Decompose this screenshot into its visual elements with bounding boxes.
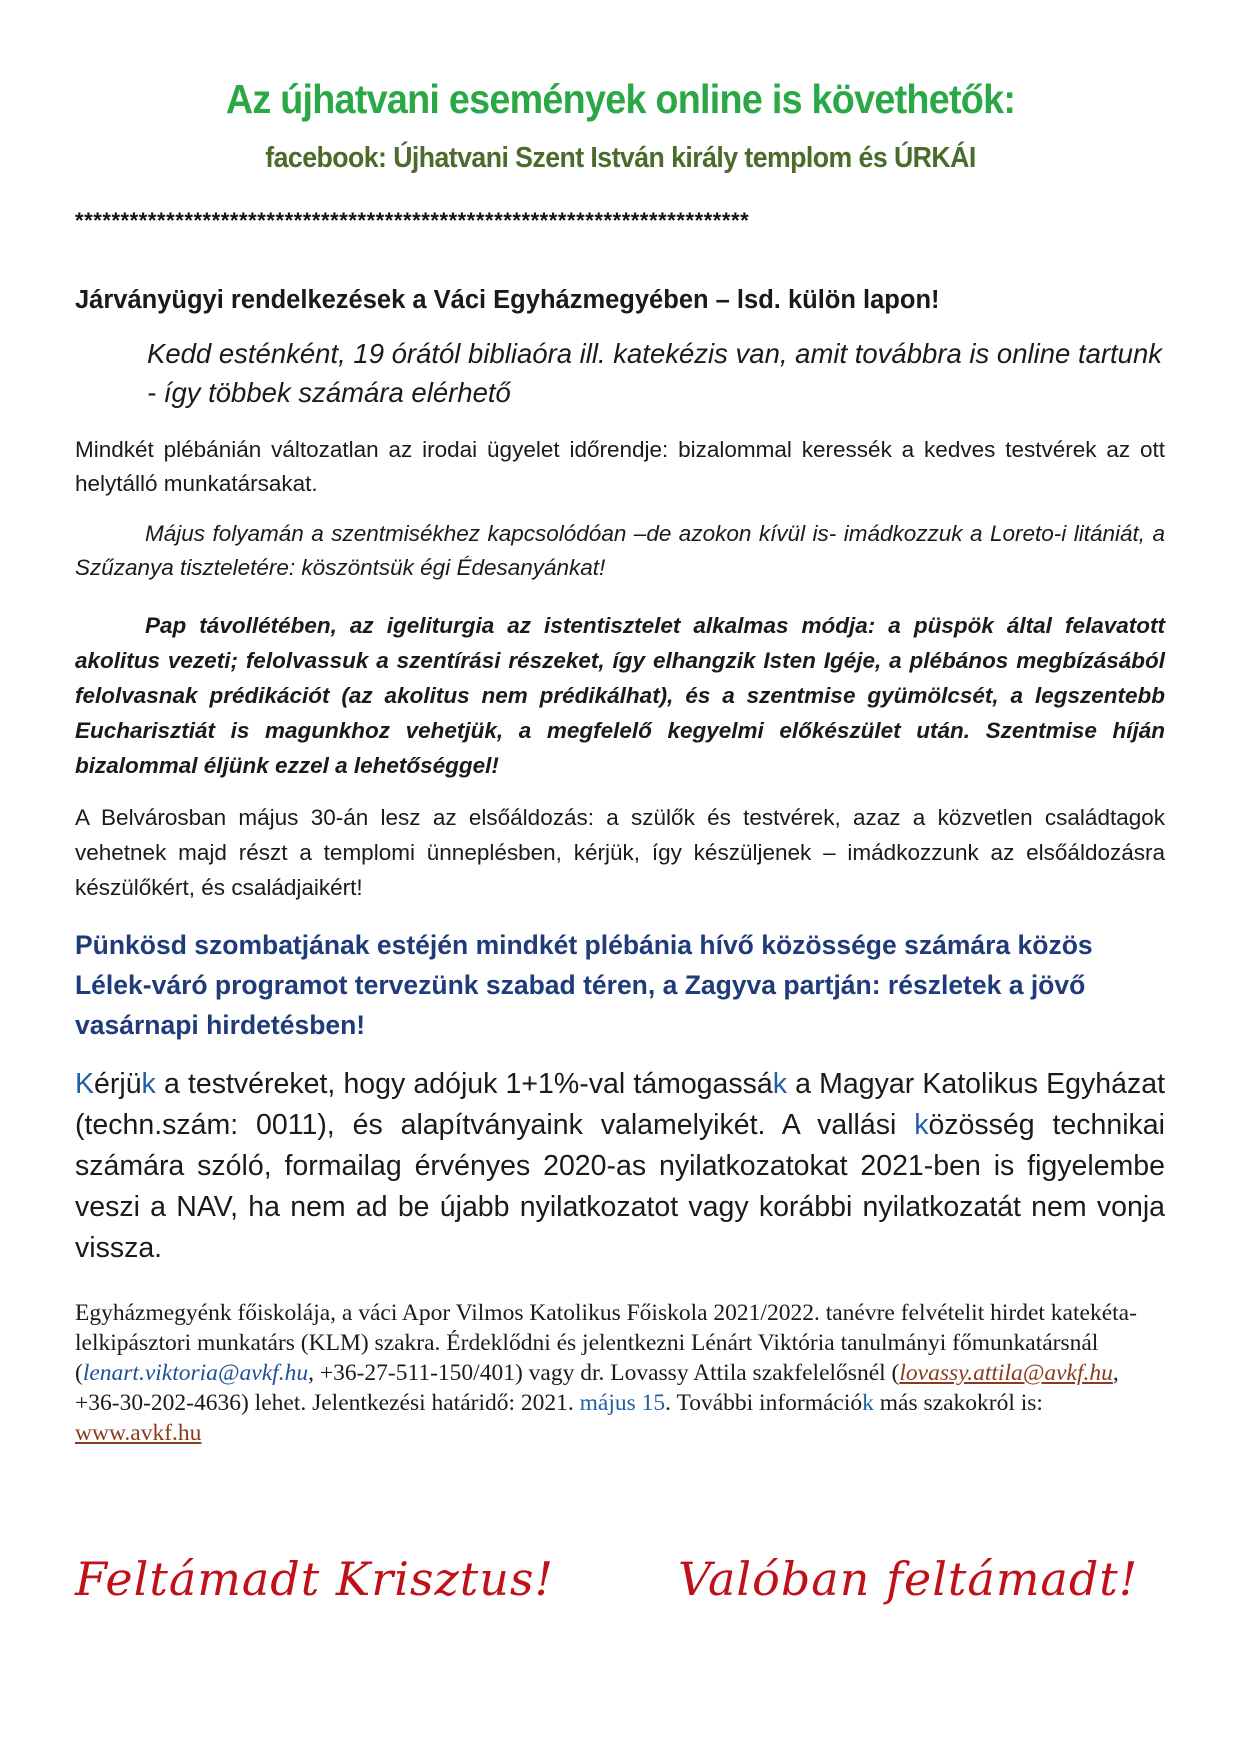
text-run: . További informáci bbox=[665, 1390, 851, 1416]
tax-donation-paragraph bbox=[75, 1064, 1165, 1269]
bible-study-paragraph: Kedd esténként, 19 órától bibliaóra ill. katekézis van, amit továbbra is online tartunk - így többek számára elérhető bbox=[147, 338, 1163, 408]
text-run: a Magyar Katolikus Egyházat (techn.szám: 0011), és alapítványaink valamelyikét. A vallási bbox=[75, 1068, 1166, 1141]
text-run: , +36-30-202-4636) lehet. Jelentkezési határidő: 2021. bbox=[75, 1360, 1119, 1416]
star-separator: ************************************************************************** bbox=[75, 208, 750, 232]
facebook-subtitle: facebook: Újhatvani Szent István király templom és ÚRKÁI bbox=[265, 142, 976, 174]
blue-letter: k bbox=[772, 1068, 787, 1100]
deadline-date: május 15 bbox=[579, 1390, 666, 1416]
college-admission-paragraph bbox=[75, 1298, 1165, 1448]
pentecost-paragraph: Pünkösd szombatjának estéjén mindkét plébánia hívő közössége számára közös Lélek-váró programot tervezünk szabad téren, a Zagyva partján: részletek a jövő vasárnapi hirdetésben! bbox=[75, 930, 1093, 1040]
text-run: a testvéreket, hogy adójuk 1+1%-val támogassá bbox=[155, 1068, 773, 1100]
text-run: , +36-27-511-150/401) vagy dr. Lovassy Attila szakfelelősnél ( bbox=[308, 1360, 900, 1386]
text-run: ó bbox=[850, 1390, 863, 1416]
may-litany-paragraph: Május folyamán a szentmisékhez kapcsolódóan –de azokon kívül is- imádkozzuk a Loreto-i litániát, a Szűzanya tiszteletére: köszöntsük égi Édesanyánkat! bbox=[75, 521, 1165, 580]
blue-letter: K bbox=[75, 1068, 95, 1100]
page-title: Az újhatvani események online is követhetők: bbox=[225, 76, 1016, 122]
office-hours-paragraph: Mindkét plébánián változatlan az irodai ügyelet időrendje: bizalommal keressék a kedves testvérek az ott helytálló munkatársakat. bbox=[75, 437, 1165, 496]
text-run: más szakokról is: bbox=[873, 1390, 1043, 1416]
first-communion-paragraph: A Belvárosban május 30-án lesz az elsőáldozás: a szülők és testvérek, azaz a közvetlen családtagok vehetnek majd részt a templomi ünneplésben, kérjük, így készüljenek – imádkozzunk az elsőáldozásra készülőkért, és családjaikért! bbox=[75, 805, 1165, 900]
blue-letter: k bbox=[141, 1068, 156, 1100]
text-run: Egyházmegyénk főiskolája, a váci Apor Vilmos Katolikus Főiskola 2021/2022. tanévre felvételit hirdet katekéta- lelkipásztori munkatárs (KLM) szakra. Érdeklődni és jelentkezni Lénárt Viktória tanulmányi főmunkatársnál ( bbox=[75, 1300, 1137, 1386]
text-run: érjü bbox=[94, 1068, 142, 1100]
easter-greeting: Feltámadt Krisztus! bbox=[75, 1552, 554, 1606]
easter-response: Valóban feltámadt! bbox=[678, 1552, 1139, 1606]
email-link-lenart[interactable]: lenart.viktoria@avkf.hu bbox=[82, 1360, 309, 1386]
text-run: özösség technikai számára szóló, formailag érvényes 2020-as nyilatkozatokat 2021-ben is figyelembe veszi a NAV, ha nem ad be újabb nyilatkozatot vagy korábbi nyilatkozatát nem vonja vissza. bbox=[75, 1109, 1165, 1264]
website-link[interactable]: www.avkf.hu bbox=[75, 1420, 202, 1446]
warning-heading: Járványügyi rendelkezések a Váci Egyházmegyében – lsd. külön lapon! bbox=[75, 286, 940, 314]
email-link-lovassy[interactable]: lovassy.attila@avkf.hu bbox=[899, 1360, 1113, 1386]
blue-letter: k bbox=[862, 1390, 874, 1416]
liturgy-paragraph: Pap távollétében, az igeliturgia az istentisztelet alkalmas módja: a püspök által felavatott akolitus vezeti; felolvassuk a szentírási részeket, így elhangzik Isten Igéje, a plébános megbízásából felolvasnak prédikációt (az akolitus nem prédikálhat), és a szentmise gyümölcsét, a legszentebb Eucharisztiát is magunkhoz vehetjük, a megfelelő kegyelmi előkészület után. Szentmise híján bizalommal éljünk ezzel a lehetőséggel! bbox=[75, 613, 1165, 778]
blue-letter: k bbox=[914, 1109, 929, 1141]
